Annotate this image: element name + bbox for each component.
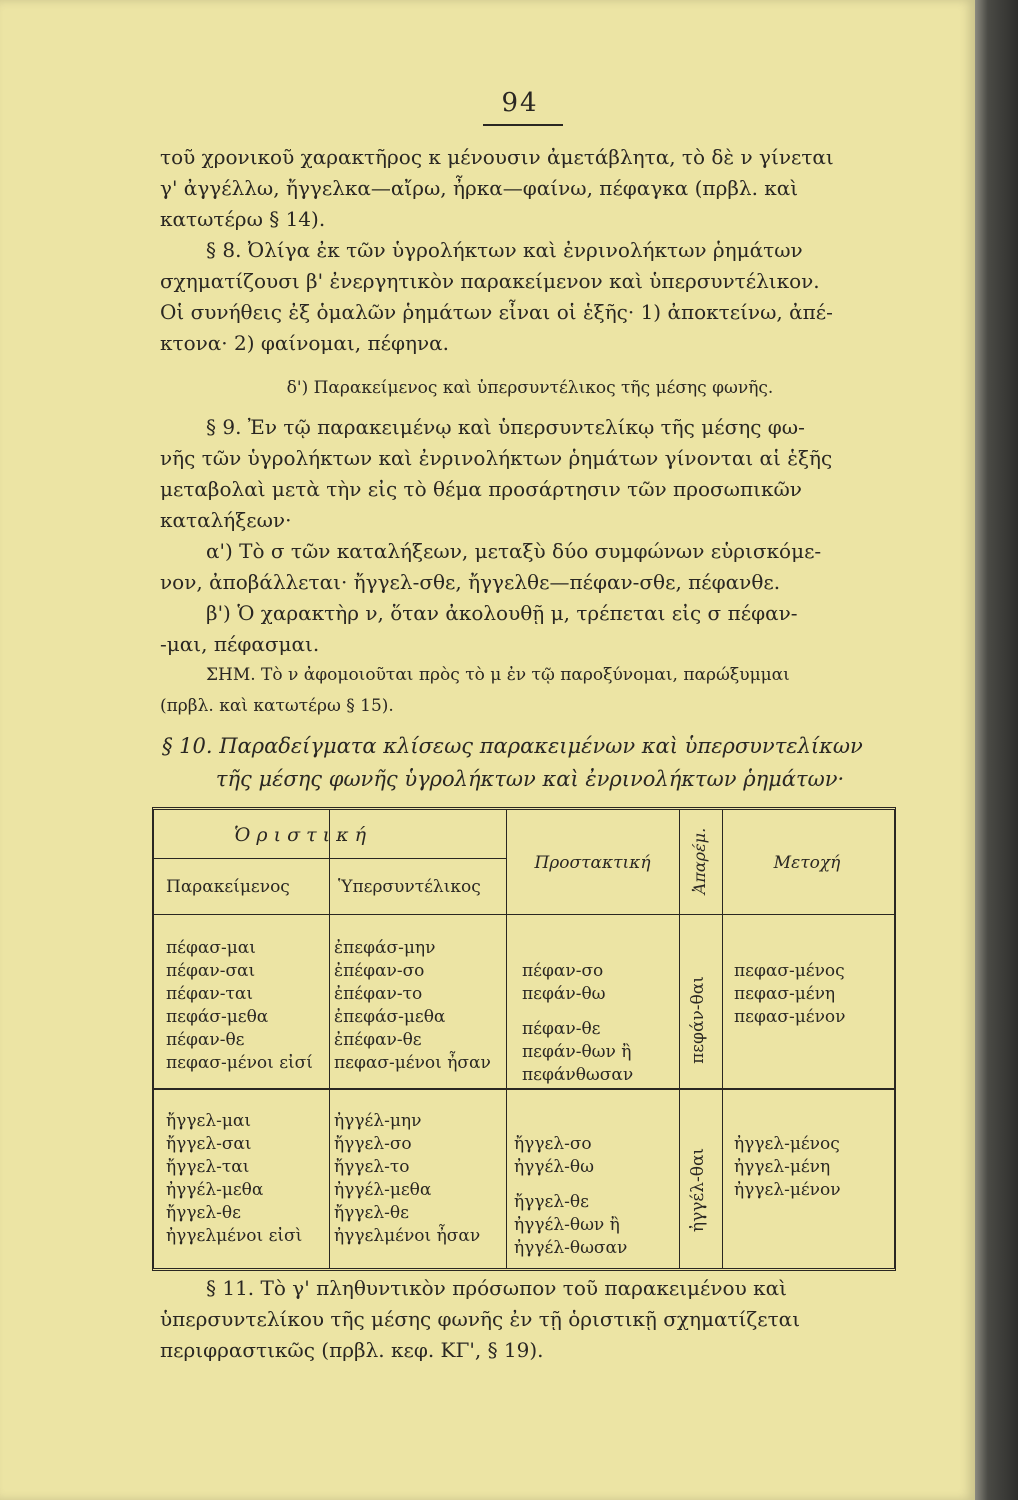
header-indicative: Ὁ ρ ι σ τ ι κ ή bbox=[234, 824, 366, 846]
group2-imperative-form: ἠγγέλ-θωσαν bbox=[514, 1238, 628, 1258]
group2-participle-form: ἠγγελ-μένον bbox=[734, 1180, 841, 1200]
group1-pluperfect-form: ἐπέφαν-θε bbox=[334, 1030, 422, 1050]
group1-imperative-form: πέφαν-θε bbox=[522, 1019, 601, 1039]
group1-imperative-form: πεφάνθωσαν bbox=[522, 1065, 634, 1085]
group1-pluperfect bbox=[334, 937, 491, 1075]
group2-imperative bbox=[514, 1133, 627, 1260]
group2-pluperfect-form: ἤγγελ-σο bbox=[334, 1134, 412, 1154]
section-9-b-line-1: β') Ὁ χαρακτὴρ ν, ὅταν ἀκολουθῇ μ, τρέπεται εἰς σ πέφαν- bbox=[206, 601, 798, 625]
section-10-heading bbox=[160, 730, 900, 796]
group2-participle-form: ἠγγελ-μένη bbox=[734, 1157, 831, 1177]
section-8-line-1: § 8. Ὀλίγα ἐκ τῶν ὑγρολήκτων καὶ ἐνρινολήκτων ῥημάτων bbox=[206, 238, 803, 262]
group1-pluperfect-form: ἐπέφαν-σο bbox=[334, 961, 425, 981]
group2-pluperfect-form: ἠγγέλ-μην bbox=[334, 1111, 422, 1131]
column-divider bbox=[329, 810, 330, 1268]
section-11 bbox=[160, 1273, 900, 1366]
section-8-line-3: Οἱ συνήθεις ἐξ ὁμαλῶν ῥημάτων εἶναι οἱ ἑξῆς· 1) ἀποκτείνω, ἀπέ- bbox=[160, 300, 833, 324]
group1-perfect-form: πέφαν-σαι bbox=[166, 961, 256, 981]
group2-pluperfect-form: ἤγγελ-το bbox=[334, 1157, 410, 1177]
group2-pluperfect-form: ἠγγελμένοι ἦσαν bbox=[334, 1226, 481, 1246]
group2-imperative-form: ἠγγέλ-θων ἢ bbox=[514, 1215, 620, 1235]
group1-participle-form: πεφασ-μένον bbox=[734, 1007, 846, 1027]
header-participle: Μετοχή bbox=[773, 853, 841, 873]
group1-imperative bbox=[522, 960, 633, 1087]
group2-pluperfect-form: ἠγγέλ-μεθα bbox=[334, 1180, 432, 1200]
section-9 bbox=[160, 412, 900, 722]
intro-line-3: κατωτέρω § 14). bbox=[160, 207, 326, 231]
column-divider bbox=[506, 810, 507, 1268]
section-9-b-line-2: -μαι, πέφασμαι. bbox=[160, 632, 320, 656]
group1-infinitive: πεφάν-θαι bbox=[688, 976, 708, 1064]
group1-perfect-form: πεφάσ-μεθα bbox=[166, 1007, 269, 1027]
group2-perfect-form: ἤγγελ-θε bbox=[166, 1203, 241, 1223]
section-9-note-line-1: ΣΗΜ. Τὸ ν ἀφομοιοῦται πρὸς τὸ μ ἐν τῷ παροξύνομαι, παρώξυμμαι bbox=[206, 665, 790, 685]
group1-pluperfect-form: ἐπεφάσ-μην bbox=[334, 938, 436, 958]
section-9-note-line-2: (πρβλ. καὶ κατωτέρω § 15). bbox=[160, 696, 394, 716]
header-group-rule bbox=[154, 858, 506, 859]
section-9-a-line-2: νον, ἀποβάλλεται· ἤγγελ-σθε, ἤγγελθε—πέφαν-σθε, πέφανθε. bbox=[160, 570, 781, 594]
section-8-line-4: κτονα· 2) φαίνομαι, πέφηνα. bbox=[160, 331, 449, 355]
group2-perfect-form: ἤγγελ-μαι bbox=[166, 1111, 252, 1131]
section-11-line-1: § 11. Τὸ γ' πληθυντικὸν πρόσωπον τοῦ παρακειμένου καὶ bbox=[206, 1276, 787, 1300]
group1-imperative-form: πεφάν-θω bbox=[522, 984, 606, 1004]
intro-line-2: γ' ἀγγέλλω, ἤγγελκα—αἴρω, ἦρκα—φαίνω, πέφαγκα (πρβλ. καὶ bbox=[160, 176, 799, 200]
group2-perfect-form: ἤγγελ-σαι bbox=[166, 1134, 252, 1154]
group1-imperative-form: πεφάν-θων ἢ bbox=[522, 1042, 632, 1062]
group1-perfect-form: πέφασ-μαι bbox=[166, 938, 256, 958]
group1-perfect-form: πέφαν-ται bbox=[166, 984, 253, 1004]
group1-perfect bbox=[166, 937, 313, 1075]
intro-and-section-8 bbox=[160, 142, 900, 359]
group2-perfect bbox=[166, 1110, 302, 1248]
page-number-rule bbox=[483, 124, 563, 126]
group2-imperative-form: ἤγγελ-θε bbox=[514, 1192, 589, 1212]
section-11-line-3: περιφραστικῶς (πρβλ. κεφ. ΚΓ', § 19). bbox=[160, 1338, 544, 1362]
group2-infinitive: ἠγγέλ-θαι bbox=[688, 1147, 708, 1233]
header-pluperfect: Ὑπερσυντέλικος bbox=[338, 877, 481, 897]
group2-perfect-form: ἠγγέλ-μεθα bbox=[166, 1180, 264, 1200]
page-number: 94 bbox=[501, 88, 539, 118]
section-10-line-1: § 10. Παραδείγματα κλίσεως παρακειμένων καὶ ὑπερσυντελίκων bbox=[162, 734, 863, 758]
group2-perfect-form: ἠγγελμένοι εἰσὶ bbox=[166, 1226, 303, 1246]
header-divider bbox=[154, 914, 894, 915]
section-9-line-1: § 9. Ἐν τῷ παρακειμένῳ καὶ ὑπερσυντελίκῳ τῆς μέσης φω- bbox=[206, 415, 805, 439]
intro-line-1: τοῦ χρονικοῦ χαρακτῆρος κ μένουσιν ἀμετάβλητα, τὸ δὲ ν γίνεται bbox=[160, 145, 834, 169]
book-spine-edge bbox=[975, 0, 1018, 1500]
group-divider bbox=[154, 1088, 894, 1090]
group1-participle bbox=[734, 960, 845, 1029]
section-10-line-2: τῆς μέσης φωνῆς ὑγρολήκτων καὶ ἐνρινολήκτων ῥημάτων· bbox=[215, 767, 845, 791]
section-9-line-4: καταλήξεων· bbox=[160, 508, 292, 532]
group2-pluperfect-form: ἤγγελ-θε bbox=[334, 1203, 409, 1223]
group1-pluperfect-form: ἐπεφάσ-μεθα bbox=[334, 1007, 446, 1027]
group2-participle bbox=[734, 1133, 841, 1202]
group2-pluperfect bbox=[334, 1110, 480, 1248]
section-9-line-2: νῆς τῶν ὑγρολήκτων καὶ ἐνρινολήκτων ῥημάτων γίνονται αἱ ἑξῆς bbox=[160, 446, 833, 470]
group1-participle-form: πεφασ-μένη bbox=[734, 984, 836, 1004]
section-9-line-3: μεταβολαὶ μετὰ τὴν εἰς τὸ θέμα προσάρτησιν τῶν προσωπικῶν bbox=[160, 477, 802, 501]
group1-pluperfect-form: ἐπέφαν-το bbox=[334, 984, 423, 1004]
column-divider bbox=[679, 810, 680, 1268]
group1-pluperfect-form: πεφασ-μένοι ἦσαν bbox=[334, 1053, 491, 1073]
group2-participle-form: ἠγγελ-μένος bbox=[734, 1134, 840, 1154]
conjugation-table bbox=[152, 807, 896, 1271]
section-9-a-line-1: α') Τὸ σ τῶν καταλήξεων, μεταξὺ δύο συμφώνων εὑρισκόμε- bbox=[206, 539, 822, 563]
header-infinitive: Ἀπαρέμ. bbox=[690, 827, 709, 895]
group1-participle-form: πεφασ-μένος bbox=[734, 961, 845, 981]
header-imperative: Προστακτική bbox=[534, 853, 651, 873]
group2-imperative-form: ἤγγελ-σο bbox=[514, 1134, 592, 1154]
subheading: δ') Παρακείμενος καὶ ὑπερσυντέλικος τῆς μέσης φωνῆς. bbox=[286, 378, 774, 398]
section-11-line-2: ὑπερσυντελίκου τῆς μέσης φωνῆς ἐν τῇ ὁριστικῇ σχηματίζεται bbox=[160, 1307, 801, 1331]
group2-imperative-form: ἠγγέλ-θω bbox=[514, 1157, 594, 1177]
header-perfect: Παρακείμενος bbox=[166, 877, 290, 897]
group1-perfect-form: πέφαν-θε bbox=[166, 1030, 245, 1050]
group1-imperative-form: πέφαν-σο bbox=[522, 961, 604, 981]
section-8-line-2: σχηματίζουσι β' ἐνεργητικὸν παρακείμενον καὶ ὑπερσυντέλικον. bbox=[160, 269, 820, 293]
group1-perfect-form: πεφασ-μένοι εἰσί bbox=[166, 1053, 313, 1073]
column-divider bbox=[722, 810, 723, 1268]
group2-perfect-form: ἤγγελ-ται bbox=[166, 1157, 250, 1177]
